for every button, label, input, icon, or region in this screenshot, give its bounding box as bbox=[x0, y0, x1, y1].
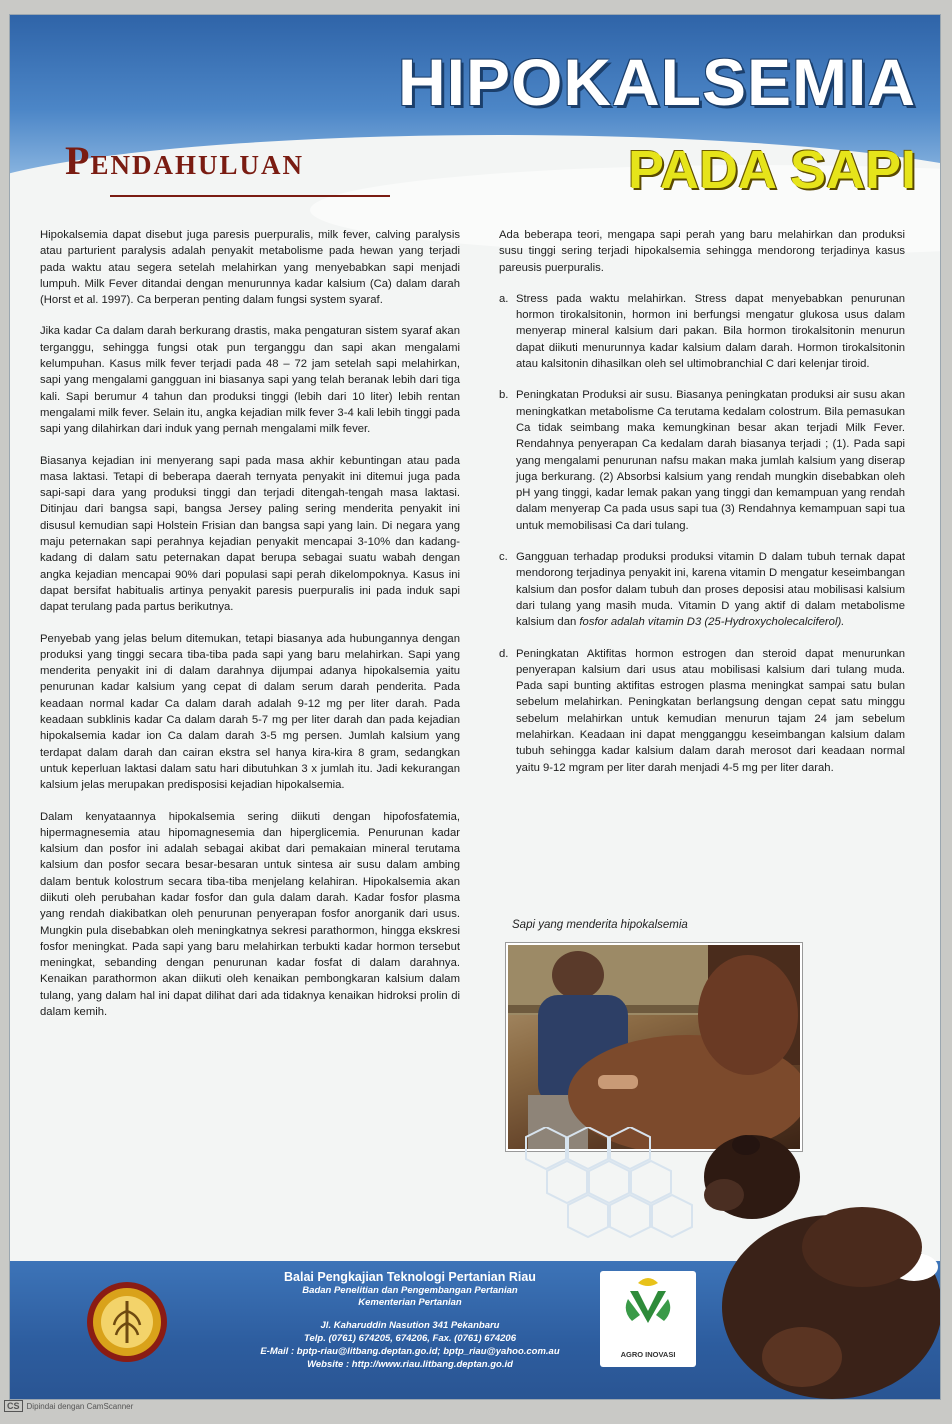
agency-name: Badan Penelitian dan Pengembangan Pertanian bbox=[302, 1285, 518, 1296]
list-marker: d. bbox=[499, 647, 509, 660]
left-column bbox=[40, 227, 460, 1035]
list-item-text: Stress pada waktu melahirkan. Stress dapat menyebabkan penurunan hormon tirokalsitonin, hormon ini berfungsi mengatur glukosa usus dalam menyerap mineral kalsium dari pakan. Bila hormon tirokalsitonin menurun dapat diikuti menurunnya kadar kalsium dalam darah. Hormon tirokalsitonin atau kalsitonin dihasilkan oleh sel ultimobranchial C dari kelenjar tiroid. bbox=[516, 292, 905, 371]
list-item-italic-text: fosfor adalah vitamin D3 (25-Hydroxycholecalciferol). bbox=[579, 616, 845, 629]
section-title-underline bbox=[110, 195, 390, 197]
paragraph: Hipokalsemia dapat disebut juga paresis puerpuralis, milk fever, calving paralysis atau parturient paralysis adalah penyakit metabolisme pada hewan yang terjadi pada waktu atau segera setelah melahirkan yang menyebabkan sapi menjadi lumpuh. Milk Fever ditandai dengan menurunnya kadar kalsium (Ca) dalam darah (Horst et al. 1997). Ca berperan penting dalam fungsi system syaraf. bbox=[40, 229, 460, 307]
institution-name: Balai Pengkajian Teknologi Pertanian Riau bbox=[284, 1270, 536, 1284]
list-marker: a. bbox=[499, 292, 509, 305]
email: E-Mail : bptp-riau@litbang.deptan.go.id; bptp_riau@yahoo.com.au bbox=[260, 1346, 560, 1357]
cow-cutout-image bbox=[682, 1107, 941, 1399]
list-item bbox=[499, 549, 905, 630]
right-column bbox=[499, 227, 905, 791]
theory-intro: Ada beberapa teori, mengapa sapi perah yang baru melahirkan dan produksi susu tinggi sering terjadi hipokalsemia sehingga mendorong terjadinya kasus pareusis puerpuralis. bbox=[499, 229, 905, 274]
section-title-rest: ENDAHULUAN bbox=[90, 150, 304, 180]
paragraph: Biasanya kejadian ini menyerang sapi pada masa akhir kebuntingan atau pada masa laktasi. Tetapi di beberapa daerah ternyata penyakit ini ditemui juga pada sapi-sapi dara yang produksi tinggi dan terjadi ditengah-tengah masa laktasi. Ditinjau dari bangsa sapi, bangsa Jersey paling sering menderita penyakit ini disusul kemudian sapi Holstein Frisian dan bangsa sapi yang lain. Di negara yang maju peternakan sapi perahnya kejadian penyakit mencapai 3-10% dan kadang-kadang di dalam satu peternakan dapat berupa sebagai suatu wabah dengan angka kejadian mencapai 90% dari populasi sapi perah dikelompoknya. Kasus ini dapat bersifat habitualis artinya penyakit paresis puerpuralis ini pada induk sapi dapat terulang pada partus berikutnya. bbox=[40, 454, 460, 614]
paragraph: Dalam kenyataannya hipokalsemia sering diikuti dengan hipofosfatemia, hipermagnesemia atau hipomagnesemia dan hiperglicemia. Penurunan kadar kalsium dan posfor ini adalah sebagai akibat dari pemakaian mineral terutama kalsium dan posfor secara besar-besaran untuk sintesa air susu dalam ambing dalam bentuk kolostrum secara tiba-tiba menjelang kelahiran. Hipokalsemia akan diikuti oleh perubahan kadar fosfor dan gula dalam darah. Kadar fosfor plasma yang rendah diakibatkan oleh penurunan penyerapan fosfor anorganik dari usus. Mungkin pula disebabkan oleh meningkatnya sekresi parathormon, hingga ekskresi fosfor meningkat. Pada sapi yang baru melahirkan terbukti kadar hormon tersebut meningkat, sebanding dengan penurunan kadar fosfat di dalam darahnya. Kenaikan parathormon akan diikuti oleh kenaikan pembongkaran kalsium dalam tulang, yang dalam hal ini dapat dilihat dari ada tidaknya kenaikan hidroksi prolin di dalam kemih. bbox=[40, 810, 460, 1019]
list-item-text: Peningkatan Produksi air susu. Biasanya peningkatan produksi air susu akan meningkatkan metabolisme Ca terutama kedalam colostrum. Bila pemasukan Ca tidak seimbang maka kemungkinan besar akan terjadi Milk Fever. Rendahnya penyerapan Ca kedalam darah biasanya terjadi ; (1). Pada sapi yang mengalami penurunan nafsu makan maka jumlah kalsium yang diserap juga berkurang. (2) Absorbsi kalsium yang rendah mungkin disebabkan oleh pH yang tinggi, kadar lemak pakan yang tinggi dan kemampuan yang rendah dalam menyerap Ca pada usus sapi tua (3) Rendahnya kemampuan sapi tua untuk memobilisasi Ca dari tulang. bbox=[516, 389, 905, 532]
website: Website : http://www.riau.litbang.deptan.go.id bbox=[307, 1359, 513, 1370]
list-item bbox=[499, 291, 905, 372]
photo-caption: Sapi yang menderita hipokalsemia bbox=[512, 919, 688, 931]
theory-list bbox=[499, 291, 905, 776]
phone-fax: Telp. (0761) 674205, 674206, Fax. (0761) 674206 bbox=[304, 1333, 516, 1344]
section-title-initial: P bbox=[65, 138, 91, 183]
ministry-emblem-icon bbox=[86, 1281, 168, 1363]
paragraph: Jika kadar Ca dalam darah berkurang drastis, maka pengaturan sistem syaraf akan terganggu, sehingga fungsi otak pun terganggu dan sapi akan mengalami kelumpuhan. Kasus milk fever terjadi pada 48 – 72 jam setelah sapi melahirkan, sapi yang mengalami gangguan ini biasanya sapi yang telah beranak lebih dari tiga kali. Sapi berumur 4 tahun dan produksi tinggi (lebih dari 10 liter) lebih rentan mengalami milk fever. Selain itu, angka kejadian milk fever 3-4 kali lebih tinggi pada sapi yang dilahirkan dari induk yang pernah mengalami milk fever. bbox=[40, 325, 460, 436]
address: Jl. Kaharuddin Nasution 341 Pekanbaru bbox=[320, 1320, 500, 1331]
poster-subtitle: PADA SAPI bbox=[628, 140, 917, 200]
list-item-text: Peningkatan Aktifitas hormon estrogen dan steroid dapat menurunkan penyerapan kalsium dari usus atau mobilisasi kalsium dari tulang muda. Pada sapi bunting aktifitas estrogen plasma meningkat sampai satu bulan sebelum melahirkan. Peningkatan berlangsung dengan cepat satu minggu sebelum melahirkan untuk kemudian menurun tajam 24 jam sebelum melahirkan. Keadaan ini dapat mengganggu keseimbangan kalsium dalam tubuh sehingga kadar kalsium dalam darah merosot dari keadaan normal yaitu 9-12 mgram per liter darah menjadi 4-5 mg per liter darah. bbox=[516, 647, 905, 774]
camscanner-badge: CS bbox=[4, 1400, 23, 1412]
scanner-watermark bbox=[4, 1400, 133, 1412]
section-title bbox=[65, 138, 304, 183]
poster-title: HIPOKALSEMIA bbox=[398, 45, 917, 119]
list-marker: b. bbox=[499, 389, 509, 402]
list-item bbox=[499, 387, 905, 534]
paragraph: Penyebab yang jelas belum ditemukan, tetapi biasanya ada hubungannya dengan produksi yang tinggi secara tiba-tiba pada sapi yang baru melahirkan. Sapi yang menderita penyakit ini di dalam darahnya dijumpai adanya hipokalsemia yaitu penurunan kadar kalsium yang cepat di dalam serum darah penderita. Pada keadaan normal kadar Ca dalam darah adalah 9-12 mg per liter darah. Pada keadaan subklinis kadar Ca dalam darah 5-7 mg per liter darah dan pada kejadian hipokalsemia kadar ion Ca dalam darah 3-5 mg persen. Jumlah kalsium yang terdapat dalam darah dan cairan ekstra sel hanya kira-kira 8 gram, sedangkan untuk keperluan laktasi dalam satu hari dibutuhkan 3 x jumlah itu. Jadi kekurangan kalsium jelas merupakan predisposisi kejadian hipokalsemia. bbox=[40, 632, 460, 792]
poster bbox=[9, 14, 941, 1400]
list-item bbox=[499, 646, 905, 776]
list-item-text: Gangguan terhadap produksi produksi vitamin D dalam tubuh ternak dapat mendorong terjadinya penyakit ini, karena vitamin D mengatur keseimbangan kalsium dan posfor dalam tubuh dan proses deposisi atau mobilisasi kalsium dari tulang yang masih muda. Vitamin D yang aktif di dalam metabolisme kalsium dan bbox=[516, 551, 905, 629]
camscanner-text: Dipindai dengan CamScanner bbox=[26, 1402, 134, 1411]
institution-info bbox=[200, 1269, 620, 1371]
ministry-name: Kementerian Pertanian bbox=[358, 1297, 462, 1308]
list-marker: c. bbox=[499, 551, 508, 564]
agro-inovasi-label: AGRO INOVASI bbox=[620, 1350, 676, 1359]
